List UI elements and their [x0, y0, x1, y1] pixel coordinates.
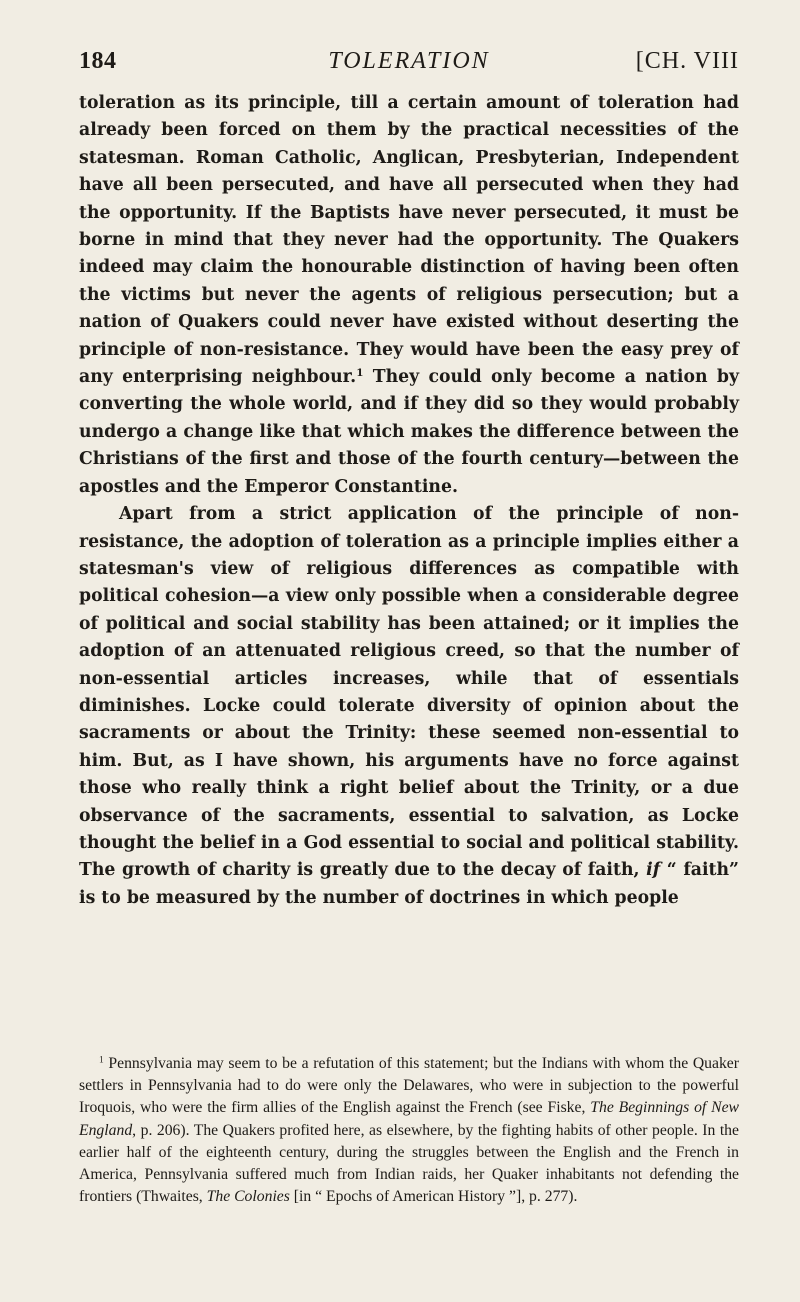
footnote-text-1: Pennsylvania may seem to be a refutation of this statement; but the Indians with whom the Quaker settlers in Pennsylvania had to do were only the Delawares, who were in subjection to the powerful Iroquois, who were the firm allies of the English against the French (see Fiske, — [79, 1055, 739, 1117]
footnote-citation-title-2: The Colonies — [206, 1188, 290, 1206]
running-title: TOLERATION — [328, 48, 490, 74]
footnote-reference: 1 — [356, 366, 364, 379]
emphasis-if: if — [646, 860, 661, 881]
chapter-label: [CH. VIII — [635, 48, 739, 74]
running-head — [79, 44, 739, 84]
body-text — [79, 90, 739, 912]
footnote-text-2: , p. 206). The Quakers profited here, as elsewhere, by the fighting habits of other people. In the earlier half of the eighteenth century, during the struggles between the English and the French in America, Pennsylvania suffered much from Indian raids, her Quaker inhabitants not defending the frontiers (Thwaites, — [79, 1121, 739, 1206]
paragraph-1-text: toleration as its principle, till a certain amount of toleration had already been forced on them by the practical necessities of the statesman. Roman Catholic, Anglican, Presbyterian, Independent have all been persecuted, and have all persecuted when they had the opportunity. If the Baptists have never persecuted, it must be borne in mind that they never had the opportunity. The Quakers indeed may claim the honourable distinction of having been often the victims but never the agents of religious persecution; but a nation of Quakers could never have existed without deserting the principle of non-resistance. They would have been the easy prey of any enterprising neighbour. — [79, 93, 739, 388]
footnote-marker: 1 — [99, 1055, 104, 1066]
paragraph-1-continuation: They could only become a nation by converting the whole world, and if they did so they would probably undergo a change like that which makes the difference between the Christians of the first and those of the fourth century—between the apostles and the Emperor Constantine. — [79, 367, 739, 497]
paragraph-2-text: Apart from a strict application of the principle of non-resistance, the adoption of toleration as a principle implies either a statesman's view of religious differences as compatible with political cohesion—a view only possible when a considerable degree of political and social stability has been attained; or it implies the adoption of an attenuated religious creed, so that the number of non-essential articles increases, while that of essentials diminishes. Locke could tolerate diversity of opinion about the sacraments or about the Trinity: these seemed non-essential to him. But, as I have shown, his arguments have no force against those who really think a right belief about the Trinity, or a due observance of the sacraments, essential to salvation, as Locke thought the belief in a God essential to social and political stability. The growth of charity is greatly due to the decay of faith, — [79, 504, 739, 881]
paragraph-2 — [79, 501, 739, 912]
paragraph-2-continuation: “ faith” is to be measured by the number of doctrines in which people — [79, 860, 739, 908]
paragraph-1 — [79, 90, 739, 501]
footnote-citation-title-1: The Beginnings of New England — [79, 1099, 739, 1139]
footnote-text-3: [in “ Epochs of American History ”], p. 277). — [293, 1188, 578, 1206]
page-number: 184 — [79, 48, 117, 74]
footnote — [79, 1053, 739, 1208]
